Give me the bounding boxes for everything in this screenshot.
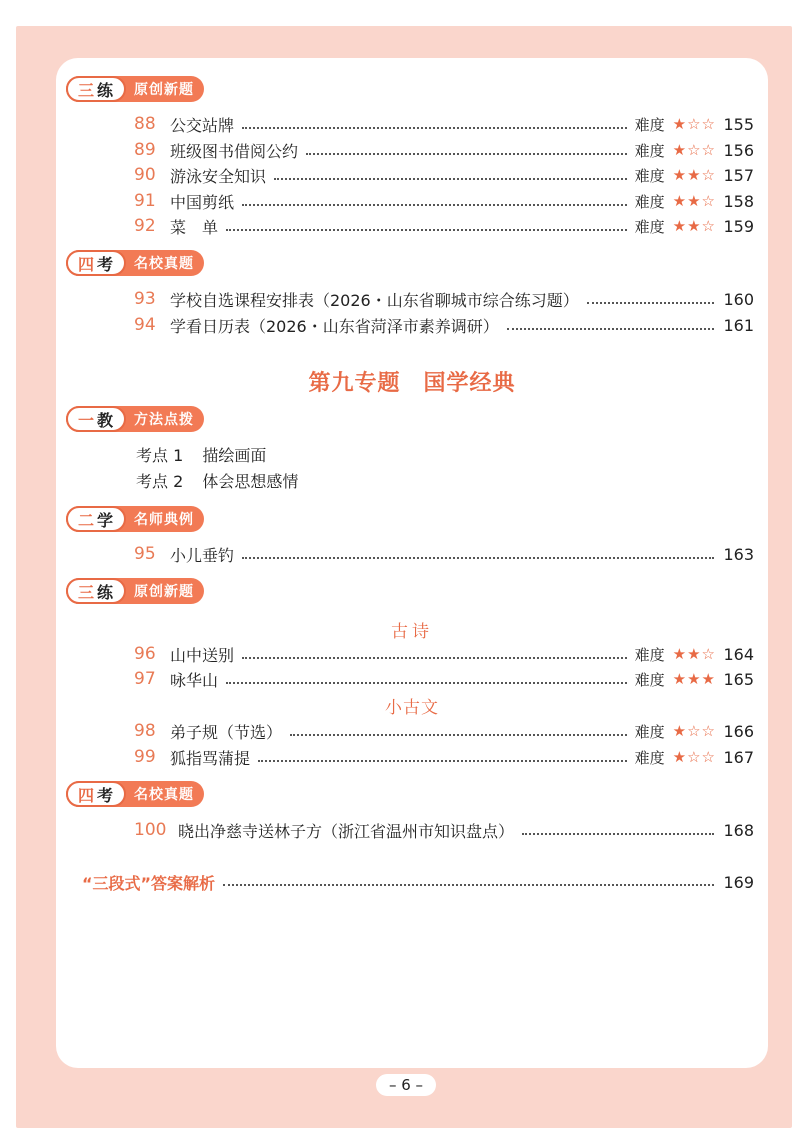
difficulty-stars: ★☆☆	[672, 115, 716, 133]
toc-row[interactable]	[134, 287, 754, 311]
section-num: 三	[78, 582, 96, 602]
section-pill	[66, 506, 204, 532]
section-num: 二	[78, 510, 96, 530]
toc-row[interactable]	[134, 163, 754, 187]
item-number: 91	[134, 191, 156, 211]
section-word: 练	[97, 582, 115, 602]
leader-dots	[587, 301, 714, 304]
difficulty-label: 难度	[634, 670, 665, 689]
item-title: 小儿垂钓	[170, 545, 235, 565]
difficulty-label: 难度	[634, 166, 665, 185]
subhead-xiaoguwen: 小古文	[385, 698, 439, 718]
difficulty-stars: ★☆☆	[672, 141, 716, 159]
item-title: 中国剪纸	[170, 192, 235, 212]
item-number: 97	[134, 669, 156, 689]
section-label: 名校真题	[134, 787, 195, 803]
leader-dots	[242, 556, 714, 559]
kaodian-text: 体会思想感情	[202, 472, 299, 491]
section-pill	[66, 578, 204, 604]
kaodian-label: 考点 1	[136, 446, 184, 465]
answer-row[interactable]	[82, 870, 754, 894]
item-number: 88	[134, 114, 156, 134]
difficulty-stars: ★★☆	[672, 217, 716, 235]
item-number: 96	[134, 644, 156, 664]
leader-dots	[290, 733, 627, 736]
section-tag-jiao	[66, 406, 204, 432]
kaodian-label: 考点 2	[136, 472, 184, 491]
item-title: 弟子规（节选）	[170, 722, 283, 742]
difficulty-stars: ★☆☆	[672, 748, 716, 766]
section-tag-lian	[66, 76, 204, 102]
difficulty-stars: ★★☆	[672, 645, 716, 663]
kaodian-text: 描绘画面	[202, 446, 267, 465]
toc-row[interactable]	[134, 214, 754, 238]
section-word: 考	[97, 254, 115, 274]
leader-dots	[507, 327, 714, 330]
section-pill	[66, 76, 204, 102]
difficulty-label: 难度	[634, 748, 665, 767]
toc-row[interactable]	[134, 667, 754, 691]
item-number: 100	[134, 820, 167, 840]
section-word: 教	[97, 410, 115, 430]
section-word: 考	[97, 785, 115, 805]
item-page: 163	[723, 544, 754, 564]
item-number: 90	[134, 165, 156, 185]
difficulty-stars: ★★☆	[672, 166, 716, 184]
section-num: 一	[78, 410, 96, 430]
item-page: 158	[723, 191, 754, 211]
toc-row[interactable]	[134, 313, 754, 337]
section-label: 名师典例	[134, 512, 195, 528]
item-title: 山中送别	[170, 645, 235, 665]
kaodian-item[interactable]	[136, 469, 298, 492]
section-badge	[66, 781, 126, 807]
kaodian-item[interactable]	[136, 443, 266, 466]
item-page: 161	[723, 315, 754, 335]
item-page: 167	[723, 747, 754, 767]
difficulty-stars: ★☆☆	[672, 722, 716, 740]
difficulty-stars: ★★☆	[672, 192, 716, 210]
item-title: 公交站牌	[170, 115, 235, 135]
answer-page: 169	[723, 872, 754, 892]
item-title: 学校自选课程安排表（2026・山东省聊城市综合练习题）	[170, 290, 579, 310]
item-title: 晓出净慈寺送林子方（浙江省温州市知识盘点）	[178, 821, 515, 841]
section-badge	[66, 406, 126, 432]
item-page: 159	[723, 216, 754, 236]
leader-dots	[226, 681, 627, 684]
item-title: 学看日历表（2026・山东省菏泽市素养调研）	[170, 316, 499, 336]
toc-row[interactable]	[134, 818, 754, 842]
leader-dots	[242, 126, 627, 129]
section-pill	[66, 406, 204, 432]
toc-row[interactable]	[134, 642, 754, 666]
section-label: 原创新题	[134, 82, 195, 98]
item-title: 狐指骂蒲提	[170, 748, 251, 768]
item-page: 160	[723, 289, 754, 309]
leader-dots	[223, 884, 714, 886]
section-tag-xue	[66, 506, 204, 532]
toc-row[interactable]	[134, 542, 754, 566]
leader-dots	[242, 656, 627, 659]
difficulty-stars: ★★★	[672, 670, 716, 688]
item-page: 164	[723, 644, 754, 664]
item-page: 166	[723, 721, 754, 741]
item-number: 95	[134, 544, 156, 564]
difficulty-label: 难度	[634, 115, 665, 134]
item-title: 班级图书借阅公约	[170, 141, 299, 161]
item-number: 93	[134, 289, 156, 309]
item-page: 156	[723, 140, 754, 160]
item-number: 94	[134, 315, 156, 335]
section-num: 四	[78, 254, 96, 274]
difficulty-label: 难度	[634, 722, 665, 741]
section-pill	[66, 781, 204, 807]
leader-dots	[226, 228, 627, 231]
section-badge	[66, 76, 126, 102]
item-page: 155	[723, 114, 754, 134]
toc-row[interactable]	[134, 138, 754, 162]
difficulty-label: 难度	[634, 217, 665, 236]
section-word: 学	[97, 510, 115, 530]
page-number: – 6 –	[376, 1074, 436, 1096]
leader-dots	[274, 177, 627, 180]
difficulty-label: 难度	[634, 141, 665, 160]
section-tag-kao	[66, 250, 204, 276]
item-number: 92	[134, 216, 156, 236]
leader-dots	[306, 152, 627, 155]
toc-row[interactable]	[134, 719, 754, 743]
item-title: 游泳安全知识	[170, 166, 267, 186]
answer-title: “三段式”答案解析	[82, 873, 216, 893]
item-number: 99	[134, 747, 156, 767]
leader-dots	[242, 203, 627, 206]
section-label: 名校真题	[134, 256, 195, 272]
item-title: 菜 单	[170, 217, 219, 237]
section-tag-kao	[66, 781, 204, 807]
section-badge	[66, 578, 126, 604]
section-pill	[66, 250, 204, 276]
toc-row[interactable]	[134, 189, 754, 213]
item-title: 咏华山	[170, 670, 219, 690]
item-number: 98	[134, 721, 156, 741]
section-label: 方法点拨	[134, 412, 195, 428]
item-page: 168	[723, 820, 754, 840]
section-badge	[66, 250, 126, 276]
leader-dots	[258, 759, 627, 762]
section-badge	[66, 506, 126, 532]
difficulty-label: 难度	[634, 192, 665, 211]
item-page: 165	[723, 669, 754, 689]
section-num: 四	[78, 785, 96, 805]
toc-row[interactable]	[134, 112, 754, 136]
toc-row[interactable]	[134, 745, 754, 769]
item-page: 157	[723, 165, 754, 185]
section-word: 练	[97, 80, 115, 100]
subhead-gushi: 古诗	[391, 622, 433, 642]
leader-dots	[522, 832, 714, 835]
item-number: 89	[134, 140, 156, 160]
difficulty-label: 难度	[634, 645, 665, 664]
chapter-title: 第九专题 国学经典	[308, 371, 516, 396]
section-label: 原创新题	[134, 584, 195, 600]
section-num: 三	[78, 80, 96, 100]
section-tag-lian	[66, 578, 204, 604]
